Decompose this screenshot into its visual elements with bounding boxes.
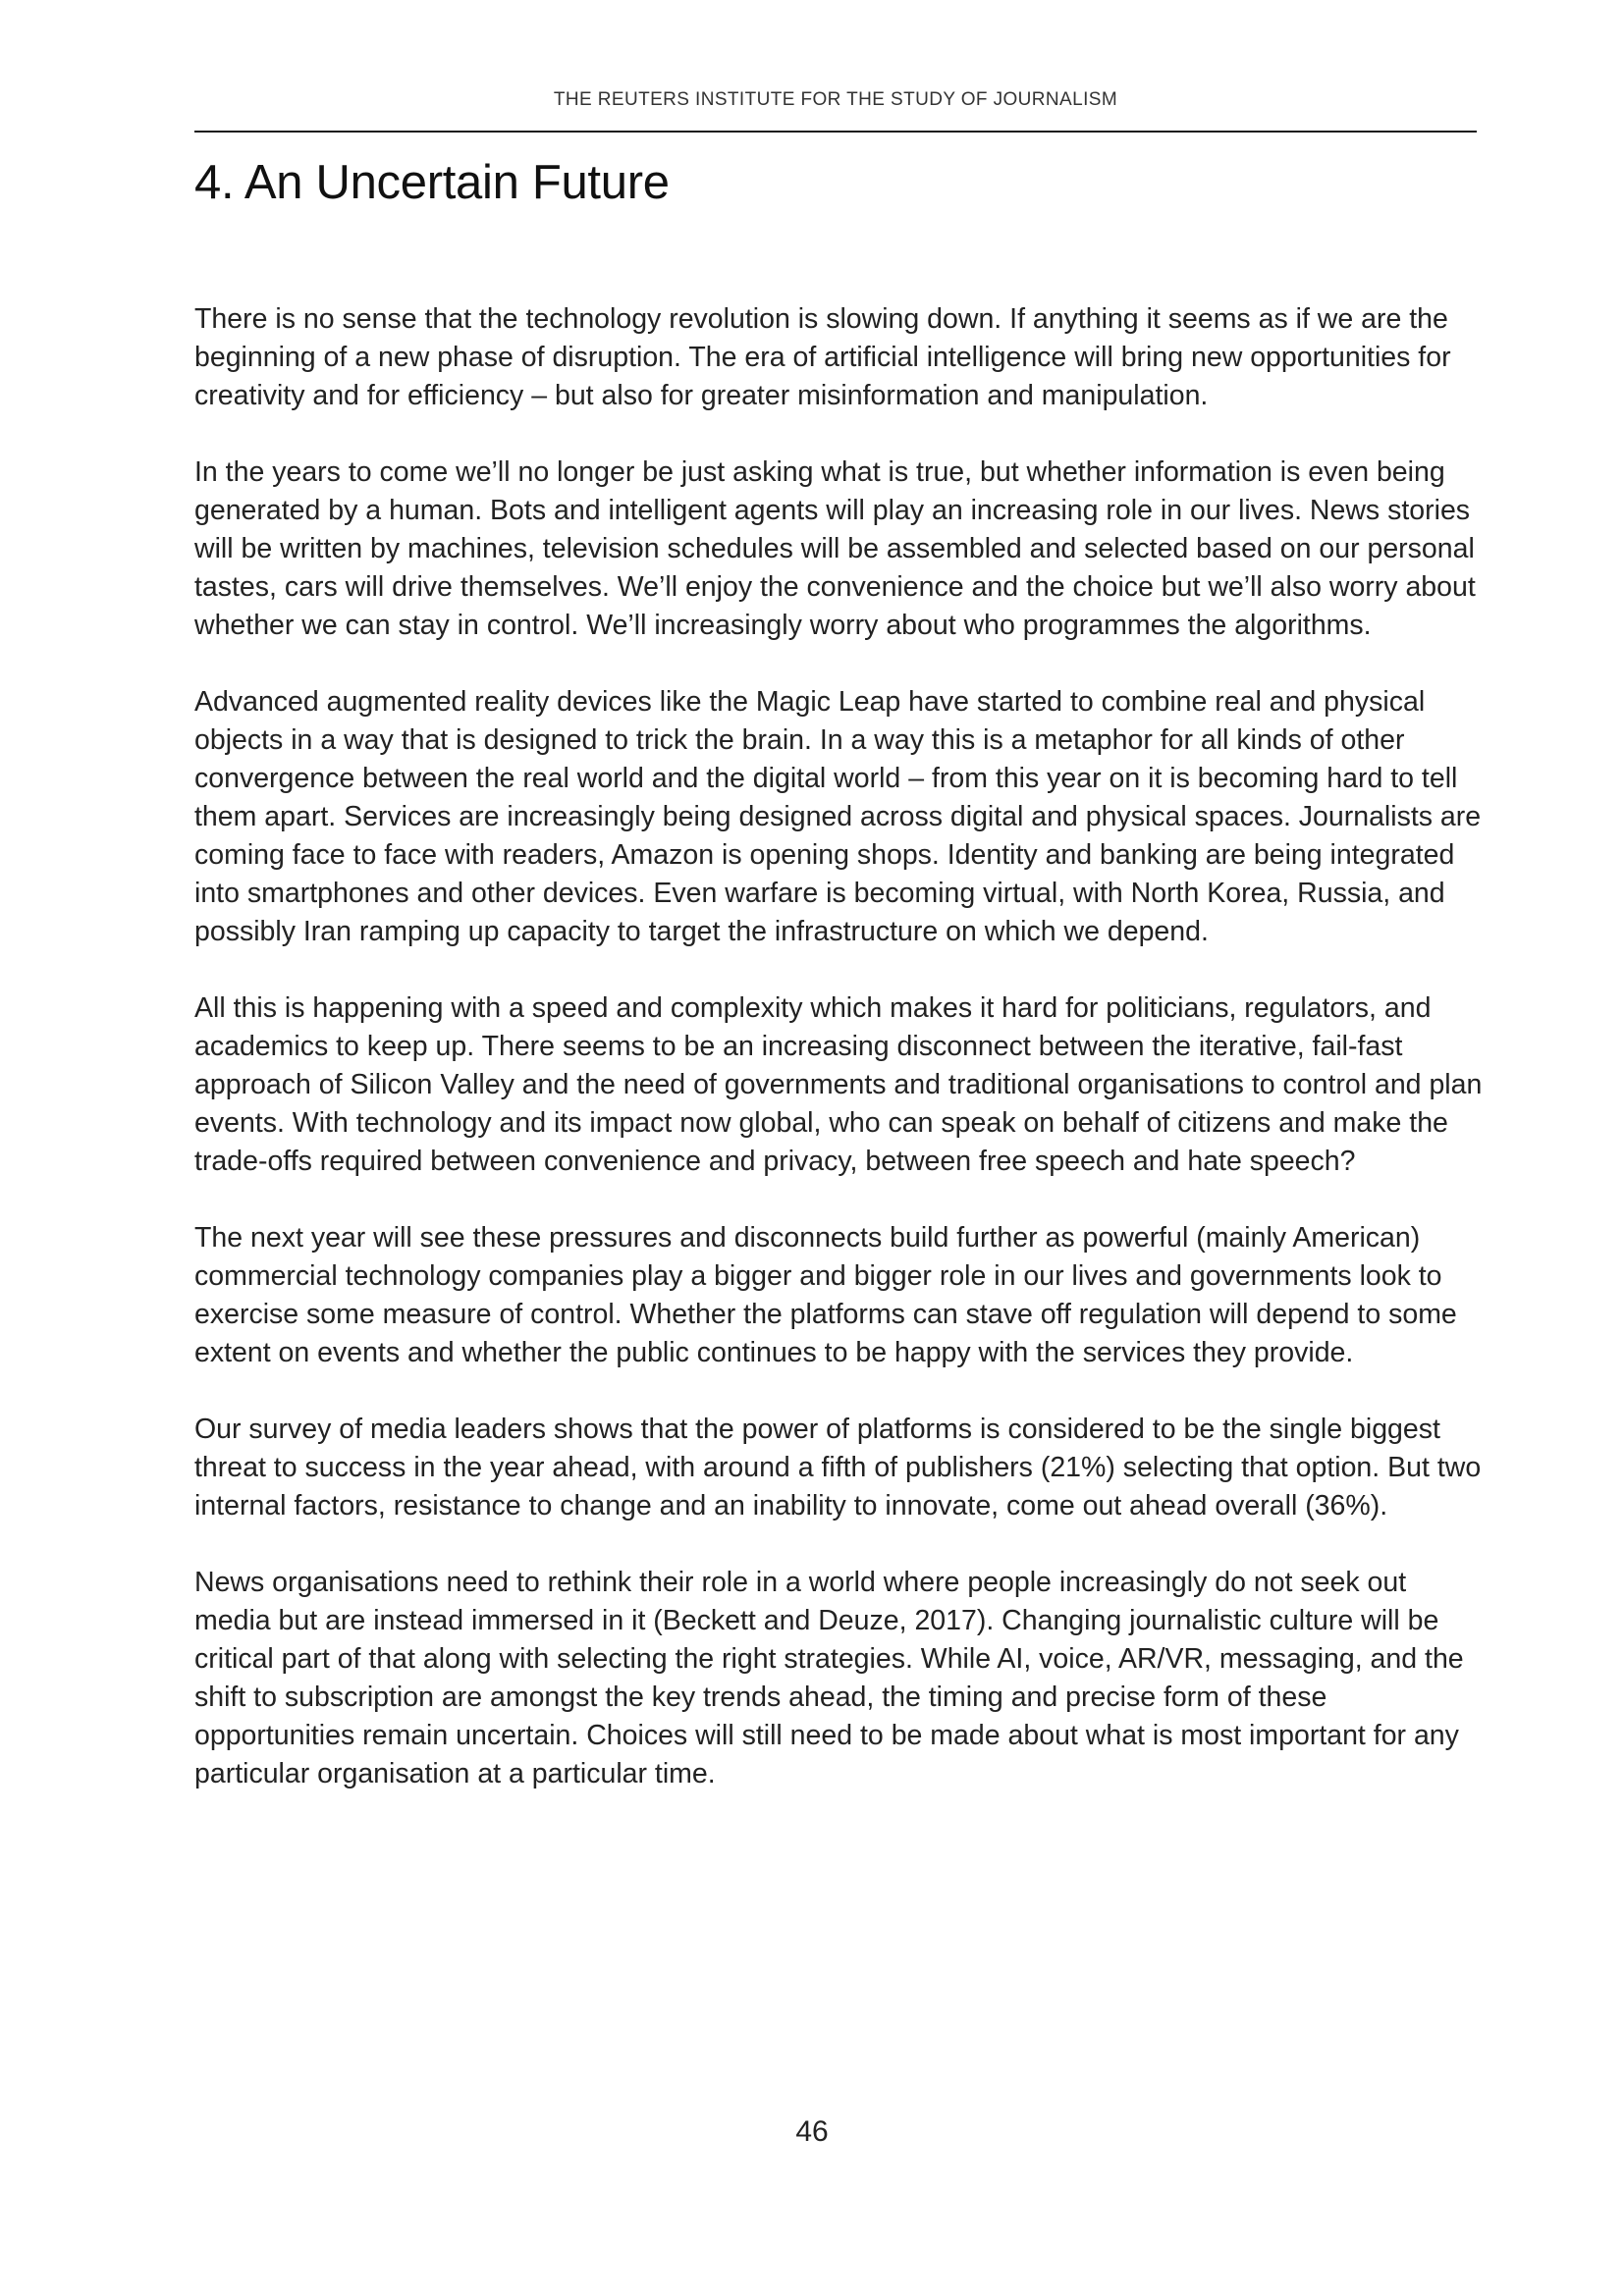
paragraph-6: Our survey of media leaders shows that the power of platforms is considered to be the single biggest threat to success in the year ahead, with around a fifth of publishers (21%) selecting that option. But two internal factors, resistance to change and an inability to innovate, come out ahead overall (36%). <box>194 1414 1482 1522</box>
paragraph-7: News organisations need to rethink their role in a world where people increasingly do not seek out media but are instead immersed in it (Beckett and Deuze, 2017). Changing journalistic culture will be critical part of that along with selecting the right strategies. While AI, voice, AR/VR, messaging, and the shift to subscription are amongst the key trends ahead, the timing and precise form of these opportunities remain uncertain. Choices will still need to be made about what is most important for any particular organisation at a particular time. <box>194 1567 1464 1789</box>
paragraph-5: The next year will see these pressures and disconnects build further as powerful (mainly American) commercial technology companies play a bigger and bigger role in our lives and governments look to exercise some measure of control. Whether the platforms can stave off regulation will depend to some extent on events and whether the public continues to be happy with the services they provide. <box>194 1222 1457 1368</box>
body-text <box>194 300 1483 1832</box>
page-number: 46 <box>795 2115 829 2148</box>
paragraph-1: There is no sense that the technology revolution is slowing down. If anything it seems as if we are the beginning of a new phase of disruption. The era of artificial intelligence will bring new opportunities for creativity and for efficiency – but also for greater misinformation and manipulation. <box>194 303 1451 411</box>
paragraph-4: All this is happening with a speed and complexity which makes it hard for politicians, regulators, and academics to keep up. There seems to be an increasing disconnect between the iterative, fail-fast approach of Silicon Valley and the need of governments and traditional organisations to control and plan events. With technology and its impact now global, who can speak on behalf of citizens and make the trade-offs required between convenience and privacy, between free speech and hate speech? <box>194 992 1483 1177</box>
chapter-title: 4. An Uncertain Future <box>194 156 670 209</box>
header-divider <box>194 131 1477 133</box>
running-header: THE REUTERS INSTITUTE FOR THE STUDY OF JOURNALISM <box>553 89 1118 110</box>
paragraph-3: Advanced augmented reality devices like the Magic Leap have started to combine real and physical objects in a way that is designed to trick the brain. In a way this is a metaphor for all kinds of other convergence between the real world and the digital world – from this year on it is becoming hard to tell them apart. Services are increasingly being designed across digital and physical spaces. Journalists are coming face to face with readers, Amazon is opening shops. Identity and banking are being integrated into smartphones and other devices. Even warfare is becoming virtual, with North Korea, Russia, and possibly Iran ramping up capacity to target the infrastructure on which we depend. <box>194 686 1482 947</box>
paragraph-2: In the years to come we’ll no longer be just asking what is true, but whether information is even being generated by a human. Bots and intelligent agents will play an increasing role in our lives. News stories will be written by machines, television schedules will be assembled and selected based on our personal tastes, cars will drive themselves. We’ll enjoy the convenience and the choice but we’ll also worry about whether we can stay in control. We’ll increasingly worry about who programmes the algorithms. <box>194 456 1476 641</box>
